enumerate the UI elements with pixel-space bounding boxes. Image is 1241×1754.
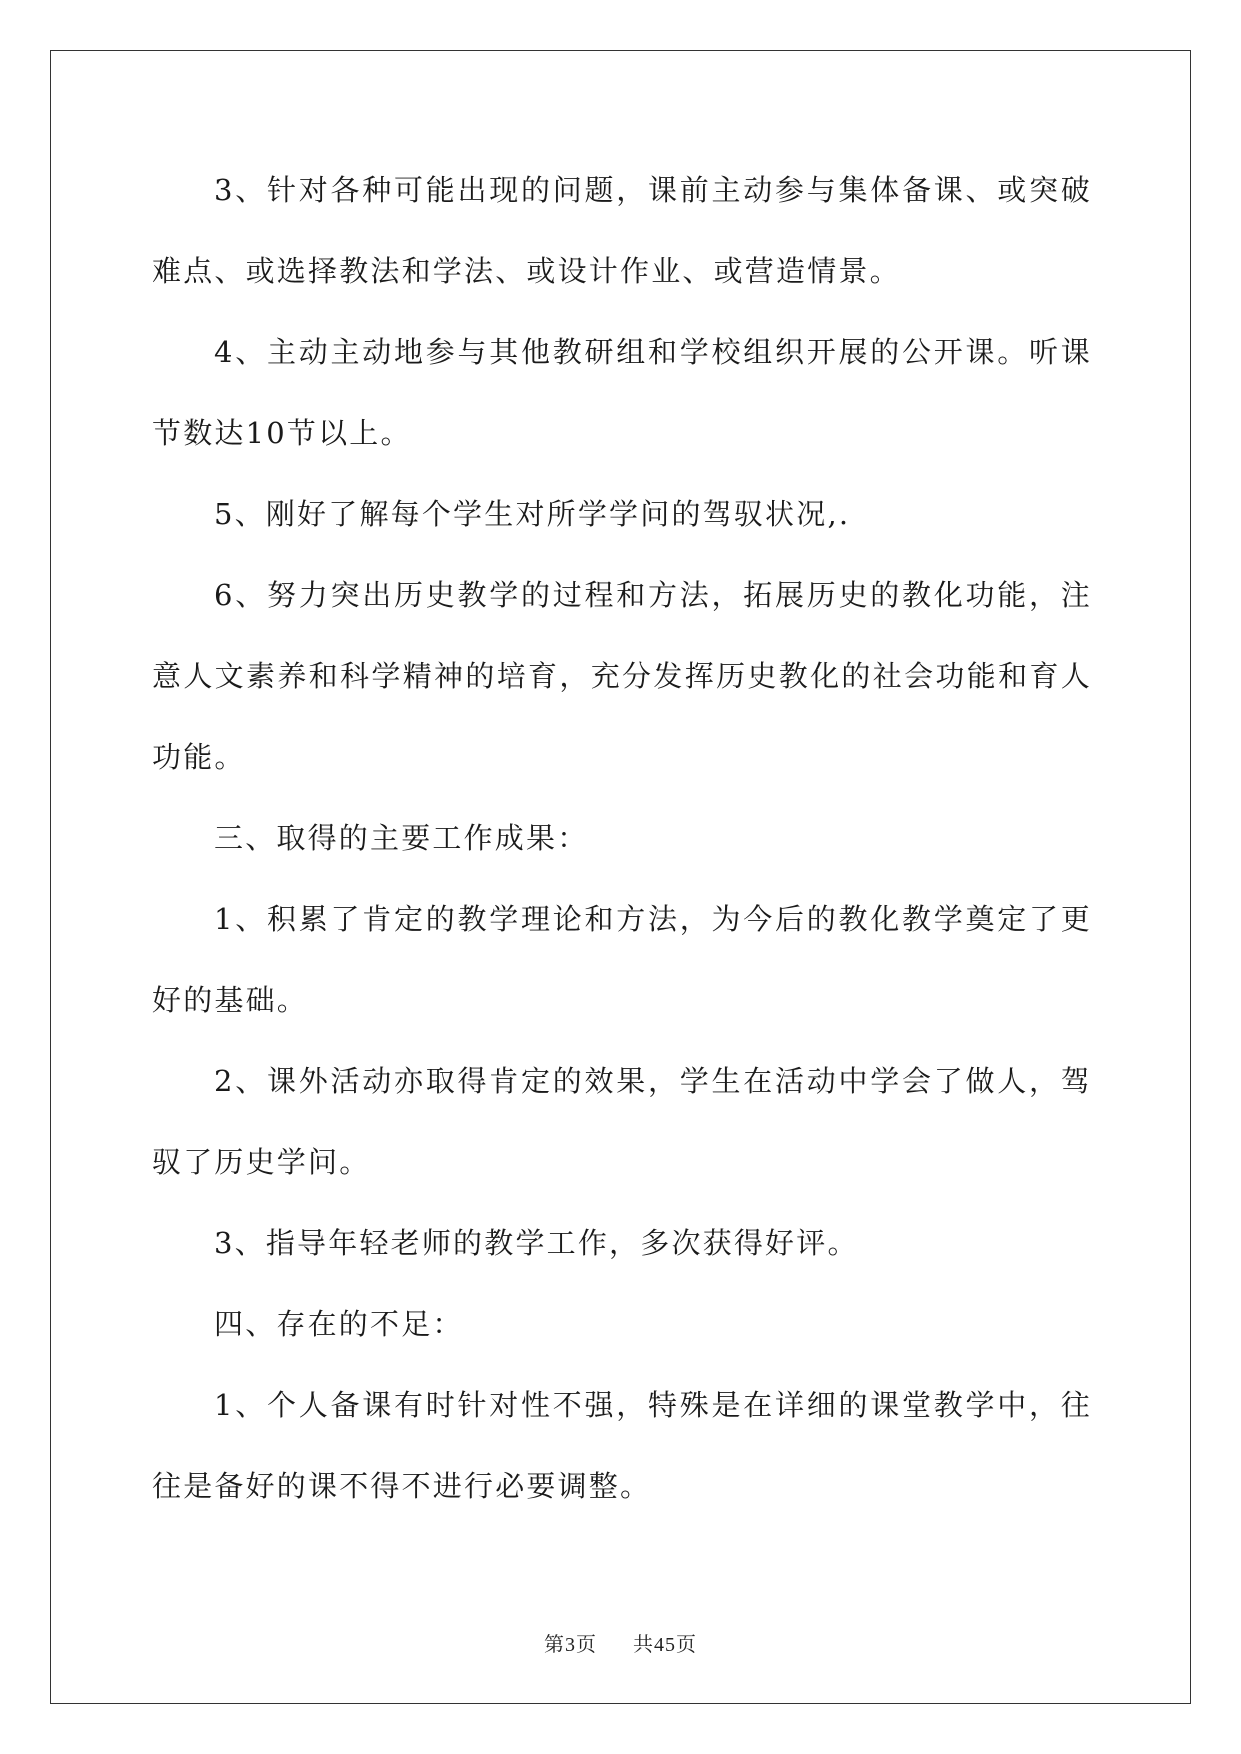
paragraph: 1、个人备课有时针对性不强，特殊是在详细的课堂教学中，往往是备好的课不得不进行必要调整。 bbox=[152, 1388, 1092, 1503]
section-heading: 三、取得的主要工作成果： bbox=[214, 821, 589, 855]
paragraph: 5、刚好了解每个学生对所学学问的驾驭状况,. bbox=[214, 497, 851, 531]
paragraph: 3、指导年轻老师的教学工作，多次获得好评。 bbox=[214, 1226, 859, 1260]
section-heading: 四、存在的不足： bbox=[214, 1307, 464, 1341]
paragraph: 4、主动主动地参与其他教研组和学校组织开展的公开课。听课节数达10节以上。 bbox=[152, 335, 1092, 450]
paragraph: 6、努力突出历史教学的过程和方法，拓展历史的教化功能，注意人文素养和科学精神的培育，充分发挥历史教化的社会功能和育人功能。 bbox=[152, 578, 1092, 774]
page-total: 共45页 bbox=[633, 1634, 697, 1656]
document-body bbox=[152, 150, 1092, 1527]
paragraph: 1、积累了肯定的教学理论和方法，为今后的教化教学奠定了更好的基础。 bbox=[152, 902, 1092, 1017]
paragraph: 2、课外活动亦取得肯定的效果，学生在活动中学会了做人，驾驭了历史学问。 bbox=[152, 1064, 1092, 1179]
paragraph: 3、针对各种可能出现的问题，课前主动参与集体备课、或突破难点、或选择教法和学法、或设计作业、或营造情景。 bbox=[152, 173, 1092, 288]
page-number: 第3页 bbox=[544, 1634, 597, 1656]
page-footer bbox=[0, 1628, 1241, 1657]
